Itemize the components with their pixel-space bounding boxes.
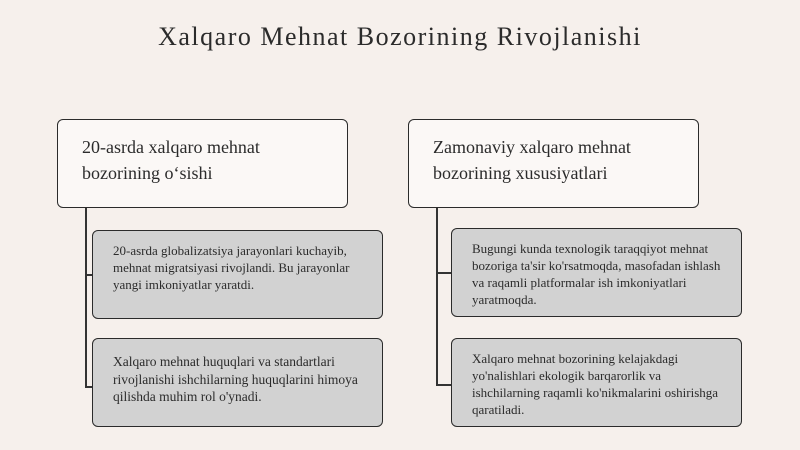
detail-box-right-1: Bugungi kunda texnologik taraqqiyot mehnat bozoriga ta'sir ko'rsatmoqda, masofadan ishlash va raqamli platformalar ish imkoniyatlari yaratmoqda. xyxy=(451,228,742,317)
connector-left-vertical xyxy=(85,208,87,388)
detail-box-left-1: 20-asrda globalizatsiya jarayonlari kuchayib, mehnat migratsiyasi rivojlandi. Bu jarayonlar yangi imkoniyatlar yaratdi. xyxy=(92,230,383,319)
connector-right-branch-2 xyxy=(436,384,452,386)
header-box-right: Zamonaviy xalqaro mehnat bozorining xususiyatlari xyxy=(408,119,699,208)
detail-box-left-2: Xalqaro mehnat huquqlari va standartlari rivojlanishi ishchilarning huquqlarini himoya qilishda muhim rol o'ynadi. xyxy=(92,338,383,427)
detail-box-right-2: Xalqaro mehnat bozorining kelajakdagi yo'nalishlari ekologik barqarorlik va ishchilarning raqamli ko'nikmalarini oshirishga qaratiladi. xyxy=(451,338,742,427)
header-box-left: 20-asrda xalqaro mehnat bozorining o‘sishi xyxy=(57,119,348,208)
connector-right-branch-1 xyxy=(436,272,452,274)
page-title: Xalqaro Mehnat Bozorining Rivojlanishi xyxy=(158,22,642,51)
connector-right-vertical xyxy=(436,208,438,386)
